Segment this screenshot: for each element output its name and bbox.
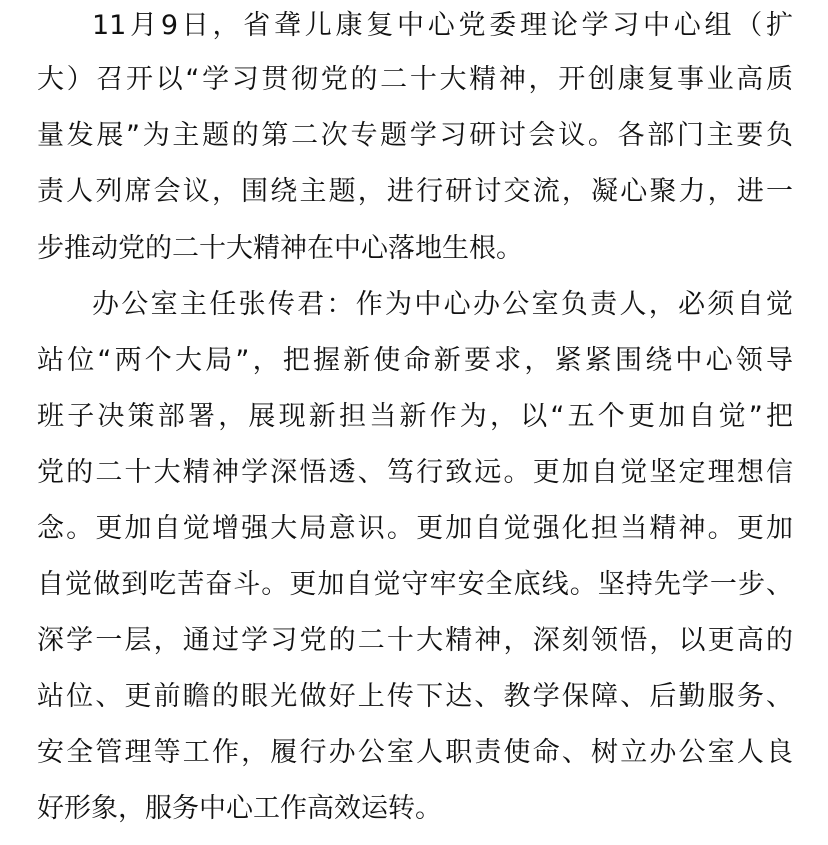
text-line: 站位、更前瞻的眼光做好上传下达、教学保障、后勤服务、 (37, 681, 793, 712)
text-line: 站位“两个大局”，把握新使命新要求，紧紧围绕中心领导 (37, 345, 793, 376)
text-line: 自觉做到吃苦奋斗。更加自觉守牢安全底线。坚持先学一步、 (37, 569, 793, 600)
text-line: 党的二十大精神学深悟透、笃行致远。更加自觉坚定理想信 (37, 457, 793, 488)
text-line: 量发展”为主题的第二次专题学习研讨会议。各部门主要负 (37, 120, 793, 151)
text-line: 念。更加自觉增强大局意识。更加自觉强化担当精神。更加 (37, 513, 793, 544)
text-line: 办公室主任张传君：作为中心办公室负责人，必须自觉 (92, 289, 793, 320)
text-line: 步推动党的二十大精神在中心落地生根。 (37, 233, 523, 264)
text-line: 好形象，服务中心工作高效运转。 (37, 793, 442, 824)
text-line: 大）召开以“学习贯彻党的二十大精神，开创康复事业高质 (37, 64, 793, 95)
text-line: 11月9日，省聋儿康复中心党委理论学习中心组（扩 (92, 10, 793, 41)
text-line: 班子决策部署，展现新担当新作为，以“五个更加自觉”把 (37, 401, 793, 432)
text-line: 深学一层，通过学习党的二十大精神，深刻领悟，以更高的 (37, 625, 793, 656)
text-line: 安全管理等工作，履行办公室人职责使命、树立办公室人良 (37, 737, 793, 768)
text-line: 责人列席会议，围绕主题，进行研讨交流，凝心聚力，进一 (37, 176, 793, 207)
